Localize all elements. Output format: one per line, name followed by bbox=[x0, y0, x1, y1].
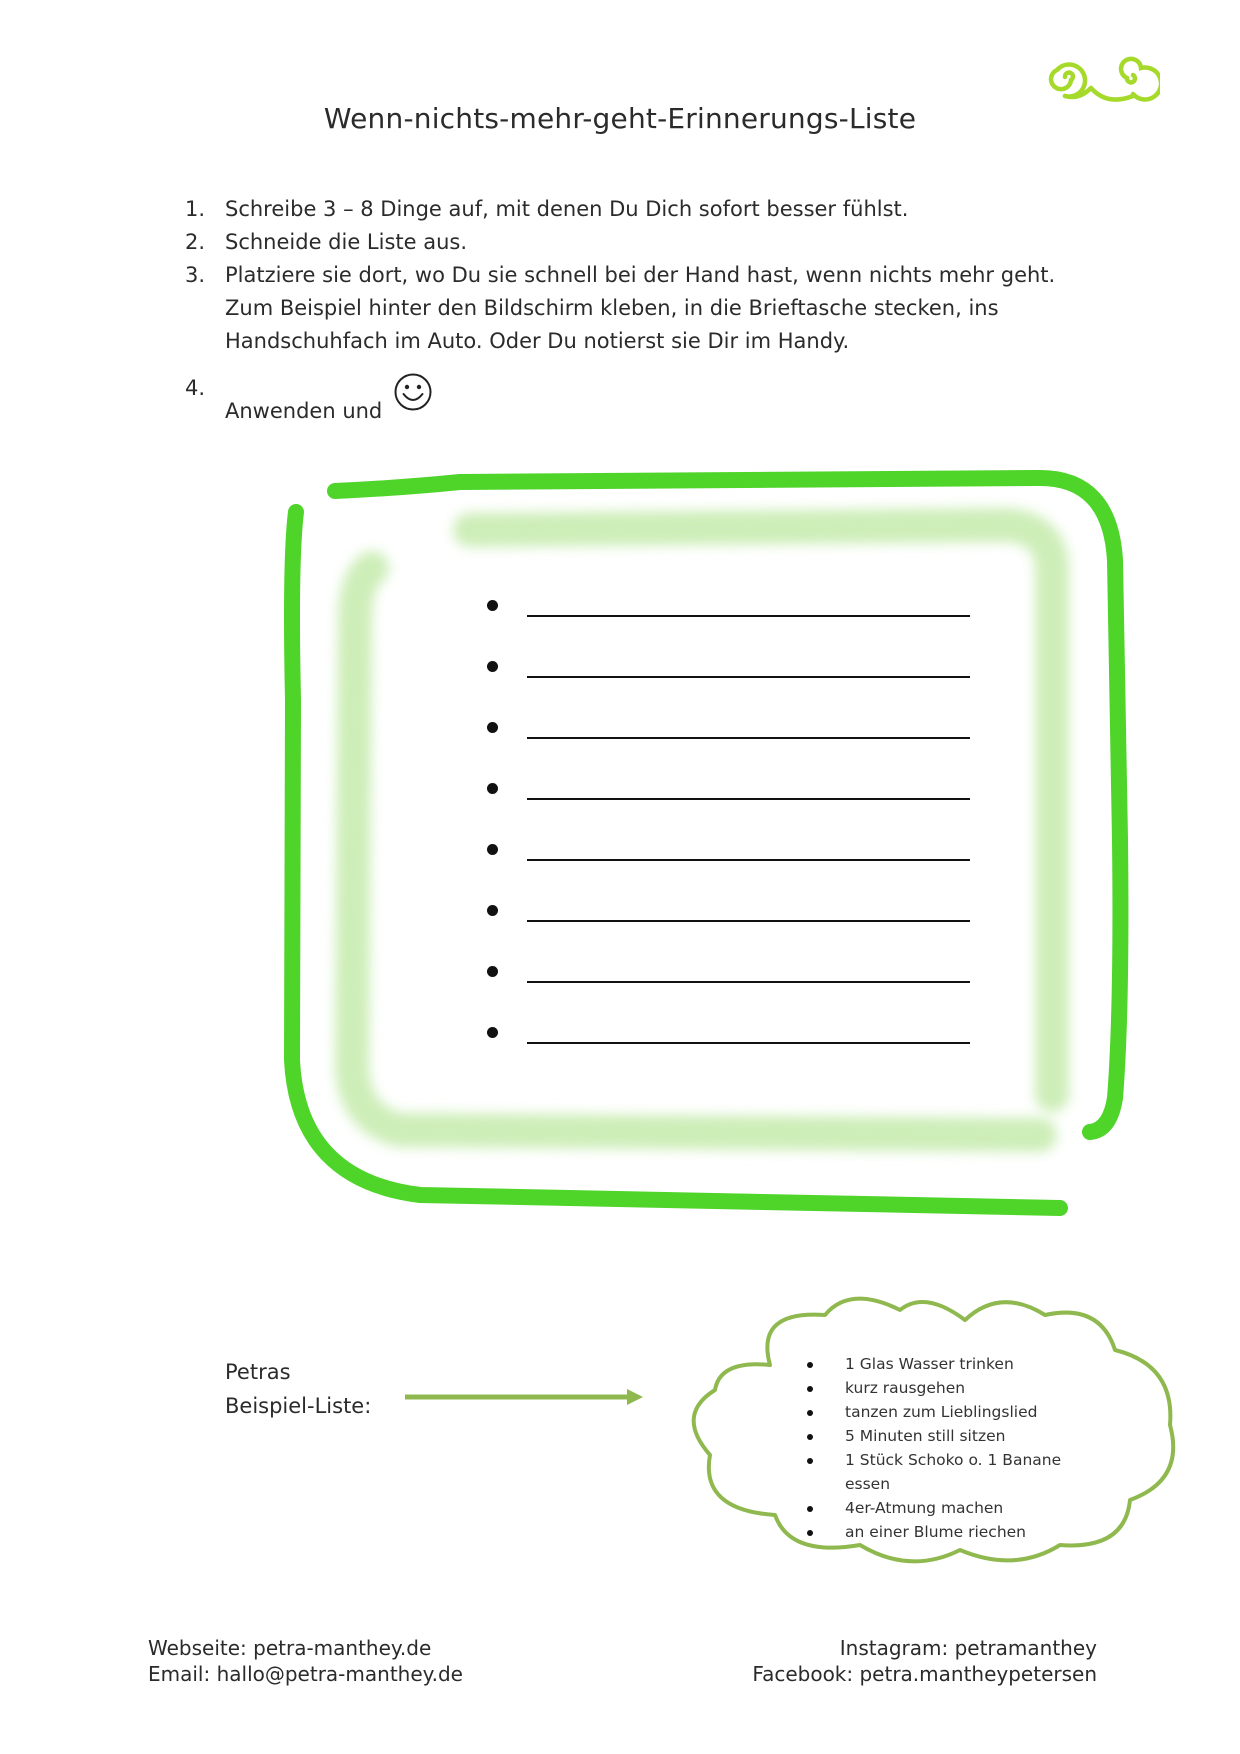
blank-line bbox=[527, 676, 970, 678]
facebook-link[interactable]: Facebook: petra.mantheypetersen bbox=[752, 1662, 1097, 1686]
footer-left bbox=[148, 1635, 463, 1687]
write-in-line[interactable] bbox=[480, 890, 980, 951]
bullet bbox=[487, 661, 498, 672]
write-in-line[interactable] bbox=[480, 707, 980, 768]
step-number: 3. bbox=[185, 263, 206, 287]
write-in-line[interactable] bbox=[480, 646, 980, 707]
instruction-step bbox=[180, 193, 1080, 226]
step-text: Schreibe 3 – 8 Dinge auf, mit denen Du Dich sofort besser fühlst. bbox=[225, 197, 909, 221]
smiley-icon bbox=[393, 372, 433, 412]
blank-line bbox=[527, 981, 970, 983]
bullet bbox=[487, 600, 498, 611]
step-number: 2. bbox=[185, 230, 206, 254]
list-item: tanzen zum Lieblingslied bbox=[800, 1400, 1085, 1424]
list-item: 1 Stück Schoko o. 1 Banane essen bbox=[800, 1448, 1085, 1496]
website-link[interactable]: Webseite: petra-manthey.de bbox=[148, 1636, 432, 1660]
step-number: 1. bbox=[185, 197, 206, 221]
example-label-line: Petras bbox=[225, 1360, 291, 1384]
blank-line bbox=[527, 920, 970, 922]
blank-line bbox=[527, 737, 970, 739]
write-in-line[interactable] bbox=[480, 1012, 980, 1073]
instruction-list bbox=[180, 193, 1080, 428]
page-title: Wenn-nichts-mehr-geht-Erinnerungs-Liste bbox=[323, 102, 917, 135]
email-link[interactable]: Email: hallo@petra-manthey.de bbox=[148, 1662, 463, 1686]
example-label bbox=[225, 1355, 371, 1423]
blank-line bbox=[527, 615, 970, 617]
bullet bbox=[487, 905, 498, 916]
write-in-line[interactable] bbox=[480, 768, 980, 829]
list-item: an einer Blume riechen bbox=[800, 1520, 1085, 1544]
instagram-link[interactable]: Instagram: petramanthey bbox=[839, 1636, 1097, 1660]
blank-line bbox=[527, 1042, 970, 1044]
list-item: kurz rausgehen bbox=[800, 1376, 1085, 1400]
example-list bbox=[800, 1352, 1085, 1544]
instruction-step bbox=[180, 259, 1080, 358]
example-label-line: Beispiel-Liste: bbox=[225, 1394, 372, 1418]
write-in-list bbox=[480, 585, 980, 1073]
bullet bbox=[487, 722, 498, 733]
list-item: 1 Glas Wasser trinken bbox=[800, 1352, 1085, 1376]
instruction-step bbox=[180, 226, 1080, 259]
write-in-line[interactable] bbox=[480, 585, 980, 646]
list-item: 4er-Atmung machen bbox=[800, 1496, 1085, 1520]
bullet bbox=[487, 844, 498, 855]
footer-right bbox=[752, 1635, 1097, 1687]
blank-line bbox=[527, 798, 970, 800]
bullet bbox=[487, 966, 498, 977]
step-text: Anwenden und bbox=[225, 399, 383, 423]
step-text: Zum Beispiel hinter den Bildschirm kleben, in die Brieftasche stecken, ins bbox=[225, 296, 999, 320]
instruction-step bbox=[180, 372, 1080, 428]
step-number: 4. bbox=[185, 376, 206, 400]
spiral-logo-icon bbox=[1035, 45, 1160, 107]
blank-line bbox=[527, 859, 970, 861]
step-text: Handschuhfach im Auto. Oder Du notierst sie Dir im Handy. bbox=[225, 329, 850, 353]
bullet bbox=[487, 783, 498, 794]
step-text: Platziere sie dort, wo Du sie schnell bei der Hand hast, wenn nichts mehr geht. bbox=[225, 263, 1056, 287]
bullet bbox=[487, 1027, 498, 1038]
write-in-line[interactable] bbox=[480, 829, 980, 890]
write-in-line[interactable] bbox=[480, 951, 980, 1012]
arrow-right-icon bbox=[405, 1385, 645, 1409]
list-item: 5 Minuten still sitzen bbox=[800, 1424, 1085, 1448]
step-text: Schneide die Liste aus. bbox=[225, 230, 468, 254]
